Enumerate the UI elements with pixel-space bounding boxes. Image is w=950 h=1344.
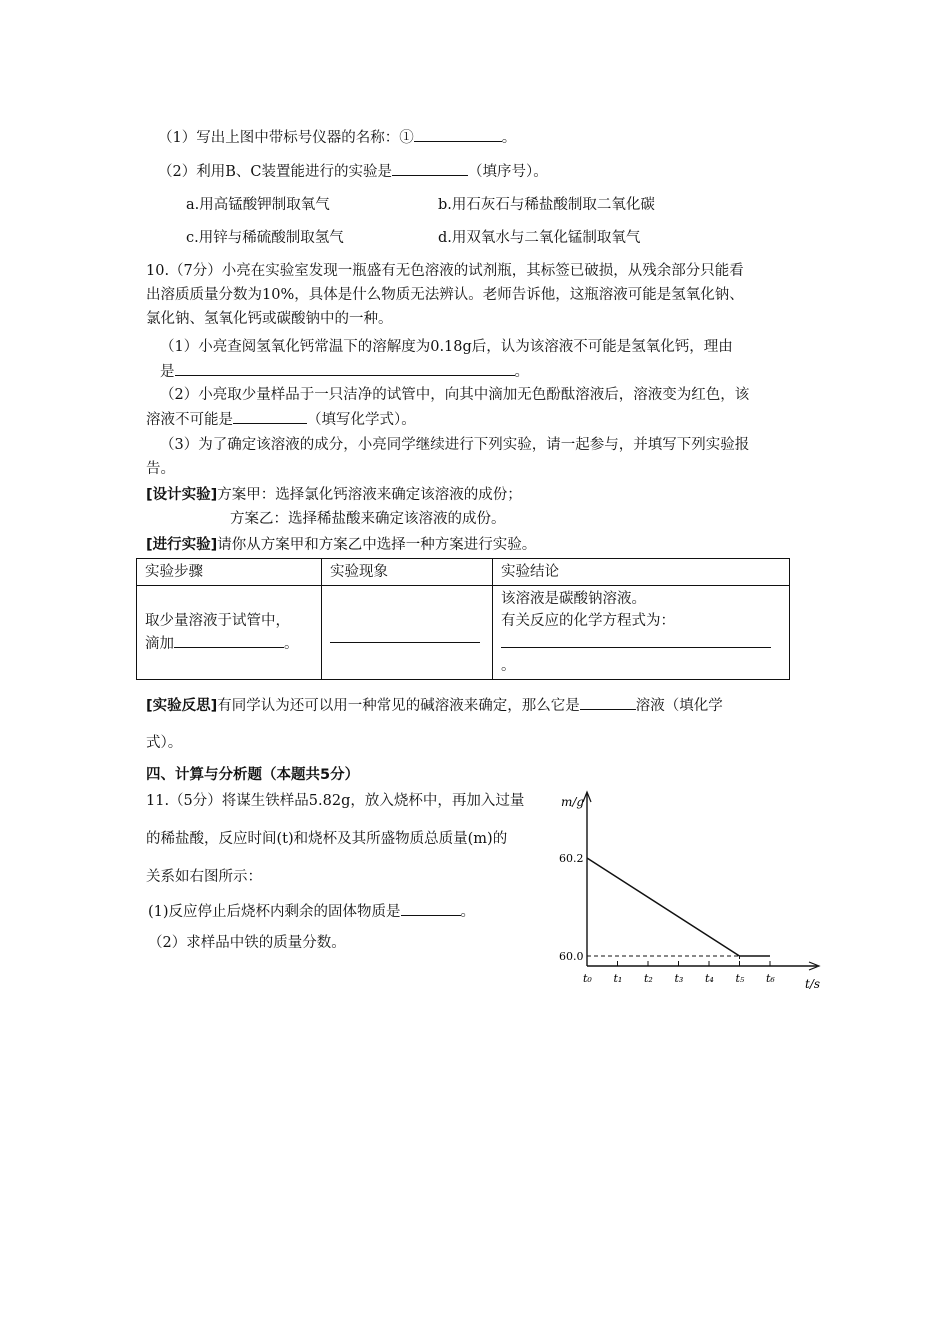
q10-part1-line2: 是 。	[160, 360, 529, 383]
q10-part2-line2: 溶液不可能是 （填写化学式）。	[146, 408, 416, 431]
q10-part1-line1: （1）小亮查阅氢氧化钙常温下的溶解度为0.18g后，认为该溶液不可能是氢氧化钙，理由	[160, 339, 733, 355]
answer-blank[interactable]	[392, 160, 468, 176]
answer-blank[interactable]	[501, 632, 771, 648]
design-experiment: [设计实验]方案甲：选择氯化钙溶液来确定该溶液的成份；	[146, 487, 522, 503]
y-axis-label: m/g	[561, 795, 585, 809]
table-header: 实验现象	[322, 559, 493, 586]
q9-option-a: a.用高锰酸钾制取氧气	[186, 197, 330, 213]
experiment-table	[136, 558, 790, 680]
step-cell: 取少量溶液于试管中， 滴加 。	[137, 586, 322, 680]
table-row	[137, 586, 790, 680]
answer-blank[interactable]	[174, 632, 284, 648]
reflection-line2: 式）。	[146, 735, 183, 751]
q9-option-c: c.用锌与稀硫酸制取氢气	[186, 230, 344, 246]
x-tick-label: t₁	[613, 972, 623, 985]
q9-sub1: （1）写出上图中带标号仪器的名称：① 。	[158, 126, 516, 149]
x-tick-label: t₆	[766, 972, 775, 985]
q10-intro-line3: 氯化钠、氢氧化钙或碳酸钠中的一种。	[146, 311, 393, 327]
q9-option-b: b.用石灰石与稀盐酸制取二氧化碳	[438, 197, 655, 213]
q11-line1: 11.（5分）将谋生铁样品5.82g，放入烧杯中，再加入过量	[146, 793, 525, 809]
q10-part2-line1: （2）小亮取少量样品于一只洁净的试管中，向其中滴加无色酚酞溶液后，溶液变为红色，该	[160, 387, 750, 403]
phenomenon-cell	[322, 586, 493, 680]
q11-sub1: (1)反应停止后烧杯内剩余的固体物质是 。	[148, 900, 475, 923]
proceed-tag: [进行实验]	[146, 537, 218, 553]
mass-time-chart	[555, 788, 835, 1003]
q10-part3-line2: 告。	[146, 461, 175, 477]
x-tick-label: t₃	[674, 972, 684, 985]
answer-blank[interactable]	[175, 360, 515, 376]
table-header-row	[137, 559, 790, 586]
reflection-tag: [实验反思]	[146, 698, 218, 714]
q11-line2: 的稀盐酸，反应时间(t)和烧杯及其所盛物质总质量(m)的	[146, 831, 508, 847]
reflection: [实验反思]有同学认为还可以用一种常见的碱溶液来确定，那么它是 溶液（填化学	[146, 694, 723, 717]
x-tick-label: t₀	[583, 972, 592, 985]
answer-blank[interactable]	[414, 126, 502, 142]
design-tag: [设计实验]	[146, 487, 218, 503]
y-tick-label: 60.0	[559, 950, 584, 963]
q9-sub2: （2）利用B、C装置能进行的实验是 （填序号）。	[158, 160, 548, 183]
y-tick-label: 60.2	[559, 852, 584, 865]
x-tick-label: t₅	[735, 972, 745, 985]
proceed-experiment: [进行实验]请你从方案甲和方案乙中选择一种方案进行实验。	[146, 537, 537, 553]
table-header: 实验步骤	[137, 559, 322, 586]
answer-blank[interactable]	[401, 900, 461, 916]
mass-series-line	[587, 858, 770, 956]
section-title: 四、计算与分析题（本题共5分）	[146, 767, 360, 783]
x-axis-label: t/s	[805, 977, 821, 991]
answer-blank[interactable]	[233, 408, 307, 424]
x-tick-label: t₄	[705, 972, 714, 985]
x-tick-label: t₂	[644, 972, 653, 985]
conclusion-cell: 该溶液是碳酸钠溶液。 有关反应的化学方程式为： 。	[493, 586, 790, 680]
q10-part3-line1: （3）为了确定该溶液的成分，小亮同学继续进行下列实验，请一起参与，并填写下列实验报	[160, 437, 750, 453]
q10-intro-line1: 10.（7分）小亮在实验室发现一瓶盛有无色溶液的试剂瓶，其标签已破损，从残余部分只能看	[146, 263, 744, 279]
q10-intro-line2: 出溶质质量分数为10%，具体是什么物质无法辨认。老师告诉他，这瓶溶液可能是氢氧化钠、	[146, 287, 744, 303]
answer-blank[interactable]	[330, 627, 480, 643]
design-plan-b: 方案乙：选择稀盐酸来确定该溶液的成份。	[230, 511, 506, 527]
q9-option-d: d.用双氧水与二氧化锰制取氧气	[438, 230, 641, 246]
table-header: 实验结论	[493, 559, 790, 586]
q11-sub2: （2）求样品中铁的质量分数。	[148, 935, 346, 951]
answer-blank[interactable]	[580, 694, 636, 710]
q11-line3: 关系如右图所示：	[146, 869, 262, 885]
